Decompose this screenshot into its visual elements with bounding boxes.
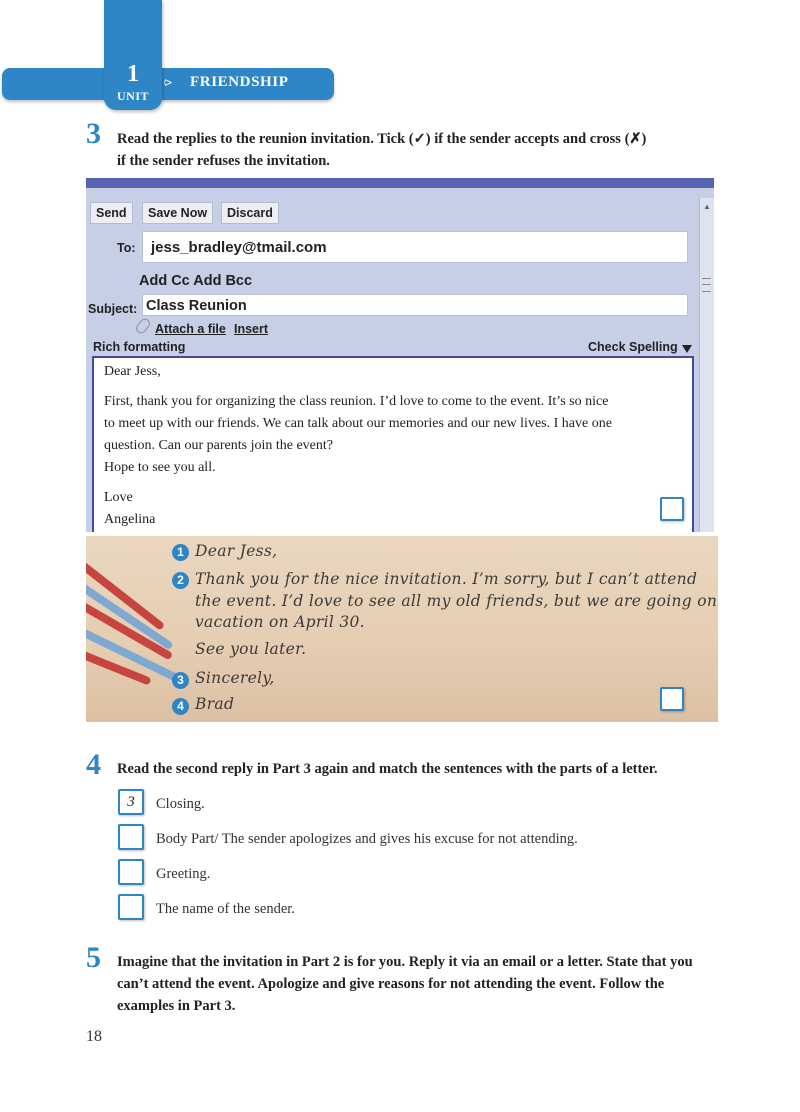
instruction-line: if the sender refuses the invitation. (117, 153, 330, 169)
exercise-4-number: 4 (86, 748, 101, 781)
insert-link[interactable]: Insert (234, 322, 269, 336)
unit-title: FRIENDSHIP (190, 74, 289, 90)
scroll-up-icon[interactable]: ▲ (703, 202, 711, 211)
answer-box[interactable]: 3 (118, 789, 144, 815)
email-greeting: Dear Jess, (104, 364, 161, 379)
attach-file-link[interactable]: Attach a file (155, 322, 226, 336)
email-body-line: Hope to see you all. (104, 460, 216, 475)
letter-sender-name: Brad (195, 695, 235, 713)
unit-number: 1 (127, 61, 139, 87)
reply-2-checkbox[interactable] (660, 687, 684, 711)
email-body[interactable] (92, 356, 694, 532)
exercise-3-number: 3 (86, 117, 101, 150)
letter-marker: 3 (172, 672, 189, 689)
answer-box[interactable] (118, 894, 144, 920)
exercise-4-instruction: Read the second reply in Part 3 again and match the sentences with the parts of a letter. (117, 761, 658, 777)
match-item: Body Part/ The sender apologizes and gives his excuse for not attending. (156, 831, 578, 847)
send-button[interactable]: Send (90, 202, 133, 224)
subject-label: Subject: (88, 302, 138, 316)
email-body-line: to meet up with our friends. We can talk about our memories and our new lives. I have one (104, 416, 612, 431)
instruction-line: examples in Part 3. (117, 998, 236, 1014)
email-sender-name: Angelina (104, 512, 156, 527)
handwritten-letter (86, 536, 718, 722)
reply-1-checkbox[interactable] (660, 497, 684, 521)
letter-line: See you later. (195, 640, 307, 658)
letter-greeting: Dear Jess, (195, 542, 278, 560)
scroll-grip-icon[interactable] (702, 278, 711, 292)
unit-label: UNIT (116, 89, 149, 103)
letter-marker: 2 (172, 572, 189, 589)
email-scrollbar[interactable] (699, 198, 714, 532)
email-body-line: question. Can our parents join the event? (104, 438, 333, 453)
letter-closing: Sincerely, (195, 669, 275, 687)
answer-box[interactable] (118, 859, 144, 885)
page-number: 18 (86, 1028, 102, 1045)
to-label: To: (117, 241, 136, 255)
exercise-5-number: 5 (86, 941, 101, 974)
email-sign-off: Love (104, 490, 133, 505)
email-compose-window (86, 178, 714, 532)
check-spelling-link[interactable]: Check Spelling (588, 340, 678, 354)
paperclip-icon (134, 317, 152, 336)
letter-line: Thank you for the nice invitation. I’m sorry, but I can’t attend (195, 570, 698, 588)
discard-button[interactable]: Discard (221, 202, 279, 224)
exercise-3-instruction (117, 128, 714, 172)
rich-formatting-link[interactable]: Rich formatting (93, 340, 186, 354)
letter-line: vacation on April 30. (195, 613, 365, 631)
match-item: Greeting. (156, 866, 211, 882)
answer-box[interactable] (118, 824, 144, 850)
chevron-right-icon: ⪧ (164, 74, 172, 90)
letter-line: the event. I’d love to see all my old friends, but we are going on (195, 592, 718, 610)
exercise-5-instruction (117, 951, 714, 1017)
add-cc-bcc-link[interactable]: Add Cc Add Bcc (139, 273, 253, 289)
instruction-line: Read the replies to the reunion invitation. Tick (✓) if the sender accepts and cross (✗) (117, 131, 647, 147)
letter-marker: 4 (172, 698, 189, 715)
letter-marker: 1 (172, 544, 189, 561)
match-item: The name of the sender. (156, 901, 295, 917)
email-body-line: First, thank you for organizing the class reunion. I’d love to come to the event. It’s so nice (104, 394, 609, 409)
unit-tab (104, 0, 162, 110)
to-field[interactable]: jess_bradley@tmail.com (142, 231, 688, 263)
instruction-line: Imagine that the invitation in Part 2 is for you. Reply it via an email or a letter. State that you (117, 954, 693, 970)
instruction-line: can’t attend the event. Apologize and give reasons for not attending the event. Follow the (117, 976, 665, 992)
dropdown-arrow-icon[interactable] (682, 345, 692, 353)
save-now-button[interactable]: Save Now (142, 202, 213, 224)
subject-field[interactable]: Class Reunion (142, 294, 688, 316)
match-item: Closing. (156, 796, 205, 812)
